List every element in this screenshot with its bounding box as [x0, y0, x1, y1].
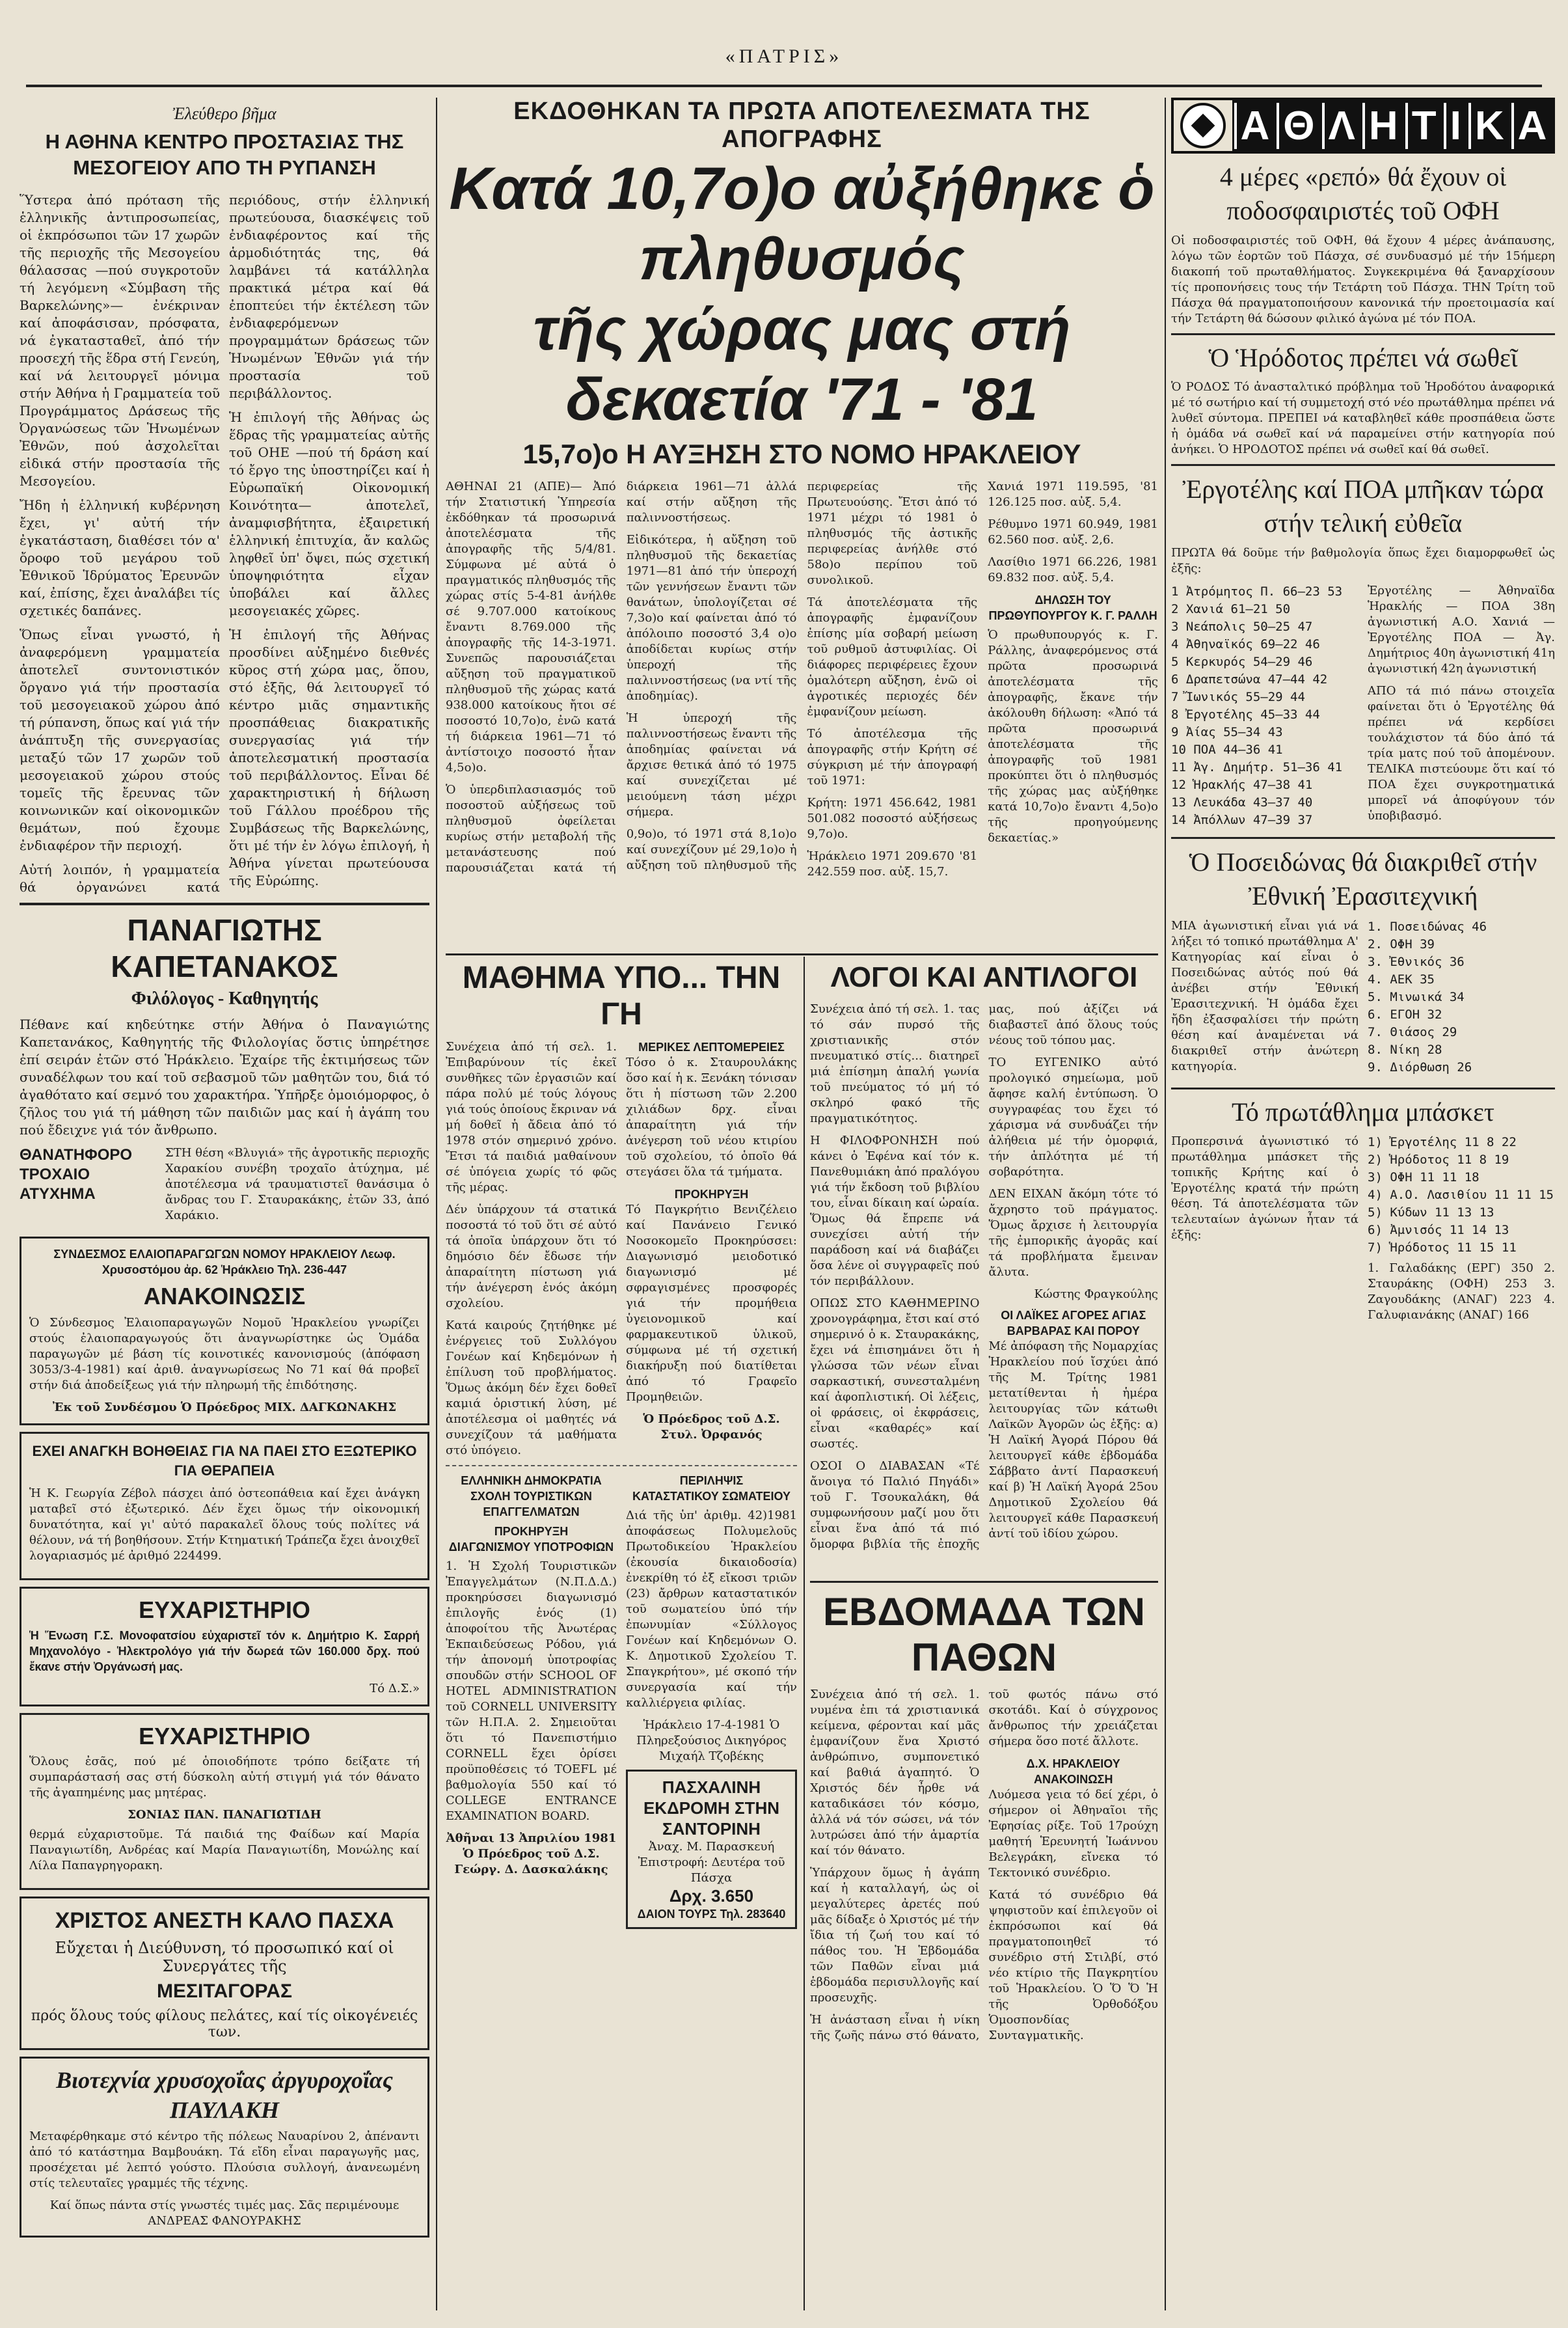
pos-row: 7. Θιάσος 29 [1368, 1025, 1457, 1039]
ministry-sub2: ΔΙΑΓΩΝΙΣΜΟΥ ΥΠΟΤΡΟΦΙΩΝ [448, 1541, 614, 1554]
accident-block [20, 1145, 429, 1230]
thanks1-title: ΕΥΧΑΡΙΣΤΗΡΙΟ [139, 1596, 310, 1623]
trip-org: ΔΑΙΟΝ ΤΟΥΡΣ Τηλ. 283640 [637, 1908, 786, 1921]
eleuthero-vima: Ἐλεύθερο βῆμα [172, 104, 277, 123]
pos-row: 4. ΑΕΚ 35 [1368, 972, 1435, 987]
sports-logo-letter: Λ [1322, 103, 1359, 149]
pos-row: 2. ΟΦΗ 39 [1368, 937, 1435, 952]
column-divider [1165, 98, 1166, 2310]
ergo-title: Ἐργοτέλης καί ΠΟΑ μπῆκαν τώρα στήν τελική εὐθεῖα [1182, 474, 1544, 538]
pos-row: 3. Ἐθνικός 36 [1368, 955, 1465, 969]
bb-row: 5) Κύδων 11 13 13 [1368, 1205, 1494, 1220]
ergo-text: ΠΡΩΤΑ θά δοῦμε τήν βαθμολογία ὅπως ἔχει διαμορφωθεῖ ὡς ἑξῆς: [1171, 546, 1555, 575]
section-rule [810, 1581, 1158, 1583]
logoi-paragraph: ΔΕΝ ΕΙΧΑΝ ἄκόμη τότε τό ἄχρηστο τοῦ πράγματος. Ὅμως ἄρχισε ἡ λειτουργία τῆς ἐμπορικῆς ἀγορᾶς καί τά προβλήματα ἔμειναν ἄλυτα. [988, 1187, 1158, 1279]
census-table-title: Τό ἀποτέλεσμα τῆς ἀπογραφῆς στήν Κρήτη σέ σύγκριση μέ τήν ἀπογραφή τοῦ 1971: [807, 727, 978, 787]
league-row: 6 Δραπετσώνα 47—44 42 [1171, 672, 1328, 687]
market-text: Μέ ἀπόφαση τῆς Νομαρχίας Ἡρακλείου πού ἴσχύει ἀπό τῆς Μ. Τρίτης 1981 μετατίθενται ἡ ἡμέρα λειτουργίας τῶν κάτωθι Λαϊκῶν Ἀγορῶν ὡς ἑξῆς: α) Ἡ Λαϊκή Ἀγορά Πόρου θά λειτουργεῖ κάθε ἐβδομάδα Σάββατο ἀντί Παρασκευή καί β) Ἡ Λαϊκή Ἀγορά 25ου Δημοτικοῦ Σχολείου θά λειτουργεῖ κάθε Παρασκευή ἀντί τοῦ ἰδίου χώρου. [988, 1339, 1158, 1541]
lower-ads [446, 1473, 797, 1929]
announcements-title: ΑΝΑΚΟΙΝΩΣΙΣ [143, 1283, 306, 1309]
pos-row: 5. Μινωικά 34 [1368, 990, 1465, 1004]
section-rule [1171, 1088, 1555, 1089]
football-icon [1180, 103, 1226, 148]
bb-row: 7) Ἡρόδοτος 11 15 11 [1368, 1240, 1517, 1255]
bb-row: 2) Ἡρόδοτος 11 8 19 [1368, 1153, 1509, 1167]
pos-title: Ὁ Ποσειδώνας θά διακριθεῖ στήν Ἐθνική Ἐρασιτεχνική [1189, 847, 1537, 911]
trip-price: Δρχ. 3.650 [669, 1886, 754, 1906]
middle-divider [804, 957, 805, 2310]
help-title: ΕΧΕΙ ΑΝΑΓΚΗ ΒΟΗΘΕΙΑΣ ΓΙΑ ΝΑ ΠΑΕΙ ΣΤΟ ΕΞΩΤΕΡΙΚΟ ΓΙΑ ΘΕΡΑΠΕΙΑ [32, 1443, 417, 1479]
help-box [20, 1432, 429, 1580]
league-table [1171, 583, 1358, 830]
olive-union-box [20, 1237, 429, 1425]
logoi-title: ΛΟΓΟΙ ΚΑΙ ΑΝΤΙΛΟΓΟΙ [830, 961, 1138, 993]
pos-table [1368, 918, 1555, 1081]
league-row: 9 Ἀίας 55—34 43 [1171, 725, 1283, 739]
census-table-row: Κρήτη: 1971 456.642, 1981 501.082 ποσοστό αὐξήσεως 9,7ο)ο. [807, 796, 978, 841]
fixtures [1368, 583, 1555, 830]
easter-box [20, 1897, 429, 2050]
ads-text: Τό Παγκρήτιο Βενιζέλειο καί Πανάνειο Γενικό Νοσοκομεῖο Προκηρύσσει: Διαγωνισμό μειοδοτικό διαγωνισμό μέ σφραγισμένες προσφορές γιά τήν προμήθεια ὑγειονομικοῦ καί φαρμακευτικοῦ ὑλικοῦ, σύμφωνα μέ τή σχετική διακήρυξη πού διατίθεται ἀπό τό Γραφεῖο Προμηθειῶν. [626, 1203, 797, 1404]
census-body [446, 479, 1158, 880]
easter-title: ΧΡΙΣΤΟΣ ΑΝΕΣΤΗ ΚΑΛΟ ΠΑΣΧΑ [55, 1908, 394, 1933]
census-subhead: 15,7ο)ο Η ΑΥΞΗΣΗ ΣΤΟ ΝΟΜΟ ΗΡΑΚΛΕΙΟΥ [522, 439, 1081, 469]
jewelry-text: Μεταφέρθηκαμε στό κέντρο τῆς πόλεως Ναυαρίνου 2, ἀπέναντι ἀπό τό κατάστημα Βαμβουάκη. Τά εἴδη εἶναι παραγωγῆς μας, προσέχεται μέ λεπτό γούστο. Πλούσια συλλογή, ἀνανεωμένη στίς τελευταῖες γραμμές τῆς τέχνης. [29, 2129, 420, 2190]
pos-row: 9. Διόρθωση 26 [1368, 1060, 1472, 1075]
ofi-title: 4 μέρες «ρεπό» θά ἔχουν οἱ ποδοσφαιριστές τοῦ ΟΦΗ [1219, 162, 1507, 225]
jewelry-box [20, 2057, 429, 2238]
mathima-section [446, 960, 797, 2310]
sports-section [1171, 98, 1555, 2310]
article1-paragraph: Ἡ ἐπιλογή τῆς Ἀθήνας προσδίνει αὐξημένο διεθνές κῦρος στή χώρα μας, ὅπου, στό ἑξῆς, θά λειτουργεῖ τό κέντρο μιᾶς σημαντικῆς προσπάθειας διακρατικῆς συνεργασίας γιά τήν ἀποτελεσματική προστασία τοῦ περιβάλλοντος. Εἶναι δέ χαρακτηριστική ἡ δήλωση τοῦ Γάλλου προέδρου τῆς Συμβάσεως τῆς Βαρκελώνης, ὅτι μέ τήν ἐν λόγω ἐπιλογή, ἡ Ἀθήνα γίνεται πρωτεύουσα τῆς Εὐρώπης. [229, 627, 429, 888]
section-rule [20, 903, 429, 905]
perilipsi-text: Διά τῆς ὑπ' ἀριθμ. 42)1981 ἀποφάσεως Πολυμελοῦς Πρωτοδικείου Ἡρακλείου (ἐκουσία δικαιοδοσία) ἐνεκρίθη τό ἐξ εἴκοσι τριῶν (23) ἄρθρων καταστατικόν τοῦ σωματείου ὑπό τήν ἐπωνυμίαν «Σύλλογος Γονέων καί Κηδεμόνων Ο. Κ. Δημοτικοῦ Σχολείου Τ. Σπαγκρήτου», μέ σκοπό τήν συνεργασία καί τήν καλλιέργεια φιλίας. [626, 1509, 797, 1710]
logoi-paragraph: ΟΣΟΙ Ο ΔΙΑΒΑΣΑΝ «Τέ ἄνοιγα τό Παλιό Πηγάδι» τοῦ Γ. Τσουκαλάκη, θά συμφωνήσουν μαζί μου ὅτι εἶναι ἕνα ἀπό τά πιό ὄμορφα βιβλία τῆς ἐποχῆς μας, πού ἀξίζει νά διαβαστεῖ ἀπό ὅλους τούς νέους τοῦ τόπου μας. [810, 1002, 1158, 1551]
ads-title: ΠΡΟΚΗΡΥΞΗ [674, 1188, 749, 1201]
pos-body [1171, 918, 1555, 1081]
league-row: 13 Λευκάδα 43—37 40 [1171, 795, 1313, 810]
easter-company: ΜΕΣΙΤΑΓΟΡΑΣ [157, 1980, 292, 2002]
ministry-sub: ΠΡΟΚΗΡΥΞΗ [494, 1525, 569, 1538]
mathima-body [446, 1039, 797, 1458]
article1-paragraph: Αὐτή λοιπόν, ἡ γραμματεία θά ὀργανώνει κατά περιόδους, στήν ἑλληνική πρωτεύουσα, διασκέψεις τοῦ ἐνδιαφέροντος καί τῆς ἁρμοδιότητάς της, θά λαμβάνει τά κατάλληλα πρακτικά μέτρα καί θά ἐποπτεύει τήν ἐκτέλεση τῶν ἐνδιαφερόμενων προγραμμάτων δράσεως τῶν Ἡνωμένων Ἐθνῶν γιά τήν προστασία τοῦ περιβάλλοντος. [20, 192, 429, 895]
bb-text: Προπερσινά ἀγωνιστικό τό πρωτάθλημα μπάσκετ τῆς τοπικῆς Κρήτης καί ὁ Ἐργοτέλης κρατά τήν πρώτη θέση. Τά ἀποτελέσματα τῶν τελευταίων ἀγώνων ἦταν τά ἑξῆς: [1171, 1134, 1358, 1242]
census-table-row: Χανιά 1971 119.595, '81 126.125 ποσ. αὐξ. 5,4. [988, 480, 1158, 509]
article1-paragraph: Ὅπως εἶναι γνωστό, ἡ ἀναφερόμενη γραμματεία ἀποτελεῖ συντονιστικόν ὄργανο γιά τήν προστασία τοῦ μεσογειακοῦ χώρου ἀπό τή ρύπανση, ὅπως καί γιά τήν ἀνάπτυξη τῆς συνεργασίας μεταξύ τῶν 17 χωρῶν τοῦ μεσογειακοῦ χώρου στούς τομεῖς τῆς ἔρευνας τῶν κοινωνικῶν καί οἰκονομικῶν θεμάτων, πού ἔχουμε ἐνδιαφέρον τῆν περιοχή. [20, 627, 220, 853]
herod-title: Ὁ Ἡρόδοτος πρέπει νά σωθεῖ [1208, 343, 1518, 372]
poa-text: ΑΠΟ τά πιό πάνω στοιχεῖα φαίνεται ὅτι ὁ Ἐργοτέλης θά πρέπει νά κερδίσει τουλάχιστον τά δύο ἀπό τά τρία ματς πού τοῦ ἀπομένουν. ΤΕΛΙΚΑ πιστεύουμε ὅτι καί τό ΠΟΑ ἔχει συγκροτηματικά μπορεῖ νά ἀποφύγουν τόν ὑποβιβασμό. [1368, 684, 1555, 823]
sports-logo-letter: Ι [1444, 103, 1465, 149]
ofi-text: Οἱ ποδοσφαιριστές τοῦ ΟΦΗ, θά ἔχουν 4 μέρες ἀνάπαυσης, λόγω τῶν ἑορτῶν τοῦ Πάσχα, σέ συνδυασμό μέ τήν 15ήμερη διακοπή τοῦ πρωταθλήματος. Συγκεκριμένα θά ξαναρχίσουν τίς προπονήσεις τους τήν Τετάρτη τοῦ Πάσχα. ΤΗΝ Τρίτη τοῦ Πάσχα θά πραγματοποιήσουν κανονικά τήν προετοιμασία καί τήν Τετάρτη θά δώσουν φιλικό ἀγώνα μέ τόν ΠΟΑ. [1171, 234, 1555, 325]
census-paragraph: Τά ἀποτελέσματα τῆς ἀπογραφῆς ἐμφανίζουν ἐπίσης μία σοβαρή μείωση τοῦ ρυθμοῦ ἀστυφιλίας. Οἱ διάφορες περιφέρειες ἔχουν ὁμαλότερη αὔξηση, ἐνῶ οἱ ἀγροτικές περιοχές δέν ἐμφανίζουν μείωση. [807, 596, 978, 719]
sports-logo-letter: Κ [1468, 103, 1508, 149]
thanks2-sign: ΣΟΝΙΑΣ ΠΑΝ. ΠΑΝΑΓΙΩΤΙΔΗ [128, 1808, 321, 1822]
logoi-body [810, 1002, 1158, 1574]
section-rule [1171, 333, 1555, 335]
league-row: 10 ΠΟΑ 44—36 41 [1171, 743, 1283, 757]
press-text: Ὁ πρωθυπουργός κ. Γ. Ράλλης, ἀναφερόμενος στά πρῶτα προσωρινά ἀποτελέσματα τῆς ἀπογραφῆς, ἔκανε τήν ἀκόλουθη δήλωση: «Ἀπό τά πρῶτα προσωρινά ἀποτελέσματα τῆς ἀπογραφῆς τοῦ 1981 προκύπτει ὅτι ὁ πληθυσμός τῆς χώρας μας αὐξήθηκε κατά 10,7ο)ο ἔναντι 4,5ο)ο τῆς προηγούμενης δεκαετίας.» [988, 628, 1158, 845]
census-headline1: Κατά 10,7ο)ο αὐξήθηκε ὁ πληθυσμός [449, 156, 1155, 292]
census-kicker: ΕΚΔΟΘΗΚΑΝ ΤΑ ΠΡΩΤΑ ΑΠΟΤΕΛΕΣΜΑΤΑ ΤΗΣ ΑΠΟΓΡΑΦΗΣ [513, 98, 1090, 153]
masthead-rule [26, 85, 1542, 87]
accident-text: ΣΤΗ θέση «Βλυγιά» τῆς ἀγροτικῆς περιοχῆς Χαρακίου συνέβη τροχαῖο ἀτύχημα, μέ ἀποτέλεσμα νά τραυματιστεῖ θανάσιμα ὁ ἄνδρας του Γ. Σταυρακάκης, ἐτῶν 33, ἀπό Χαράκιο. [165, 1146, 429, 1222]
trip-title: ΠΑΣΧΑΛΙΝΗ ΕΚΔΡΟΜΗ ΣΤΗΝ ΣΑΝΤΟΡΙΝΗ [643, 1777, 780, 1839]
article1-paragraph: Ὕστερα ἀπό πρόταση τῆς ἑλληνικῆς ἀντιπροσωπείας, οἱ ἐκπρόσωποι τῶν 17 χωρῶν τῆς περιοχῆς τῆς Μεσογείου θάλασσας —πού συγκροτοῦν τή λεγόμενη «Σύμβαση τῆς Βαρκελώνης»— ἐνέκριναν καί ἀποφάσισαν, πρόσφατα, νά ἐγκατασταθεῖ, ἀπό τήν προσεχή τῆς ἕδρα στή Γενεύη, καί νά λειτουργεῖ μόνιμα στήν Ἀθήνα ἡ Γραμματεία τοῦ Προγράμματος Δράσεως τῆς Ὀργανώσεως τῶν Ἡνωμένων Ἐθνῶν, πού ἀσχολεῖται εἰδικά στήν προστασία τῆς Μεσογείου. [20, 192, 220, 489]
ministry-text: 1. Ἡ Σχολή Τουριστικῶν Ἐπαγγελμάτων (Ν.Π.Δ.Δ.) προκηρύσσει διαγωνισμό ἐπιλογῆς ἑνός (1) ἀποφοίτου τῆς Ἀνωτέρας Ἐκπαιδεύσεως Ρόδου, γιά τήν ἀπονομή ὑποτροφίας σπουδῶν στήν SCHOOL OF HOTEL ADMINISTRATION τοῦ CORNELL UNIVERSITY τῶν Η.Π.Α. 2. Σημειοῦται ὅτι τό Πανεπιστήμιο CORNELL ἔχει ὁρίσει προϋποθέσεις τό TOEFL μέ βαθμολογία 550 καί τό COLLEGE ENTRANCE EXAMINATION BOARD. [446, 1559, 617, 1823]
trip-text: Ἀναχ. Μ. Παρασκευή Ἐπιστροφή: Δευτέρα τοῦ Πάσχα [638, 1840, 785, 1885]
league-row: 8 Ἐργοτέλης 45—33 44 [1171, 707, 1320, 722]
dx-text2: Κατά τό συνέδριο θά ψηφιστοῦν καί ἐπιλεγοῦν οἱ ἐκπρόσωποι καί θά πραγματοποιηθεῖ τό συνέδριο στή Στιλβί, στό νέο κτίριο τῆς Παγκρητίου τοῦ Ἡρακλείου. Ὁ Ὅ Ὅ Ἡ τῆς Ὀρθοδόξου Ὁμοσπονδίας Συνταγματικῆς. [988, 1888, 1158, 2042]
jewelry-title: Βιοτεχνία χρυσοχοΐας ἀργυροχοΐας ΠΑΥΛΑΚΗ [56, 2067, 393, 2123]
press-sign: ΔΗΛΩΣΗ ΤΟΥ ΠΡΩΘΥΠΟΥΡΓΟΥ Κ. Γ. ΡΑΛΛΗ [988, 594, 1157, 622]
kapetanakos-name: ΠΑΝΑΓΙΩΤΗΣ ΚΑΠΕΤΑΝΑΚΟΣ [111, 913, 338, 983]
census-table-row: Ρέθυμνο 1971 60.949, 1981 62.560 ποσ. αὐξ. 2,6. [988, 517, 1158, 547]
pathon-paragraph: Ὑπάρχουν ὅμως ἡ ἀγάπη καί ἡ καταλλαγή, ὡς οἱ μεγαλύτερες ἀρετές πού μᾶς δίδαξε ὁ Χριστός μέ τήν ἴδια τή ζωή του καί τό πάθος του. Ἡ Ἑβδομάδα τῶν Παθῶν εἶναι μιά ἑβδομάδα περισυλλογῆς καί προσευχῆς. [810, 1866, 980, 2005]
census-section [446, 98, 1158, 950]
thanks1-box [20, 1587, 429, 1706]
bb-row: 4) Α.Ο. Λασιθίου 11 11 15 [1368, 1188, 1554, 1202]
sports-logo [1171, 98, 1555, 154]
league-row: 3 Νεάπολις 50—25 47 [1171, 620, 1313, 634]
mathima-paragraph: Κατά καιρούς ζητήθηκε μέ ἐνέργειες τοῦ Συλλόγου Γονέων καί Κηδεμόνων ἡ ἐπίλυση τοῦ προβλήματος. Ὅμως ἀκόμη δέν ἔχει δοθεῖ καμιά ὁριστική λύση, μέ ἀποτέλεσμα οἱ μαθητές νά συνεχίζουν τά μαθήματα στό ὑπόγειο. [446, 1319, 617, 1457]
article1-paragraph: Ἤδη ἡ ἑλληνική κυβέρνηση ἔχει, γι' αὐτή τήν ἐγκατάσταση, διαθέσει τόν α' ὄροφο τοῦ μεγάρου τοῦ Ἐθνικοῦ Ἱδρύματος Ἐρευνῶν καί, ἐπίσης, ἔχει ἀναλάβει τίς σχετικές δαπάνες. [20, 497, 220, 618]
perilipsi-sub: ΚΑΤΑΣΤΑΤΙΚΟΥ ΣΩΜΑΤΕΙΟΥ [632, 1490, 791, 1503]
section-rule [1171, 837, 1555, 839]
logoi-paragraph: Η ΦΙΛΟΦΡΟΝΗΣΗ πού κάνει ὁ Ἑφένα καί τόν κ. Πανεθυμιάκη ἀπό πραλόγου γιά τήν ἔκδοση τοῦ βιβλίου του, εἶναι δίκαιη καί ὡραία. Ὅμως θά ἔπρεπε νά συνεχίσει αὐτή τήν παράδοση καί νά διαβάζει ὅσα λένε οἱ συγγραφεῖς πού τόν περιβάλλουν. [810, 1134, 980, 1288]
ads-sign: Ὁ Πρόεδρος τοῦ Δ.Σ. Στυλ. Ὀρφανός [643, 1412, 780, 1442]
bb-table [1368, 1134, 1555, 1330]
pos-text: ΜΙΑ ἀγωνιστική εἶναι γιά νά λήξει τό τοπικό πρωτάθλημα Α' Κατηγορίας καί εἶναι ὁ Ποσειδώνας αὐτός πού θά ἀνέβει στήν Ἐθνική Ἐρασιτεχνική. Ἡ ὁμάδα ἔχει ἤδη ἐξασφαλίσει τήν πρώτη θέση καί ἀναμένεται νά διακριθεῖ στήν ἀνώτερη κατηγορία. [1171, 919, 1358, 1073]
section-rule [1171, 464, 1555, 466]
article1-title: Η ΑΘΗΝΑ ΚΕΝΤΡΟ ΠΡΟΣΤΑΣΙΑΣ ΤΗΣ ΜΕΣΟΓΕΙΟΥ ΑΠΟ ΤΗ ΡΥΠΑΝΣΗ [45, 130, 404, 179]
ministry-sign: Ἀθῆναι 13 Ἀπριλίου 1981 Ὁ Πρόεδρος τοῦ Δ.Σ. Γεώργ. Δ. Δασκαλάκης [446, 1831, 617, 1876]
dx-sub: ΑΝΑΚΟΙΝΩΣΗ [1034, 1773, 1113, 1786]
bb-scorers: 1. Γαλαδάκης (ΕΡΓ) 350 2. Σταυράκης (ΟΦΗ) 253 3. Ζαγουδάκης (ΑΝΑΓ) 223 4. Γαλυφιανάκης (ΑΝΑΓ) 166 [1368, 1261, 1555, 1322]
census-table-row: Ἡράκλειο 1971 209.670 '81 242.559 ποσ. αὐξ. 15,7. [807, 849, 978, 879]
ministry-title: ΕΛΛΗΝΙΚΗ ΔΗΜΟΚΡΑΤΙΑ ΣΧΟΛΗ ΤΟΥΡΙΣΤΙΚΩΝ ΕΠΑΓΓΕΛΜΑΤΩΝ [461, 1474, 602, 1518]
column-divider [436, 98, 437, 2310]
pathon-body [810, 1687, 1158, 2047]
sports-logo-letter: Α [1511, 103, 1551, 149]
misc-title: ΜΕΡΙΚΕΣ ΛΕΠΤΟΜΕΡΕΙΕΣ [638, 1041, 785, 1054]
announcements-text: Ὁ Σύνδεσμος Ἐλαιοπαραγωγῶν Νομοῦ Ἡρακλείου γνωρίζει στούς ἐλαιοπαραγωγούς ὅτι ἀναγνωρίστηκε ὡς Ὁμάδα παραγωγῶν μέ βάση τίς κοινοτικές κανονισμούς (ἀπόφαση 3053/3-4-1981) καί ἀριθ. ἀναγνωρίσεως Νο 71 καί θά προβεῖ στήν διά ἀποδείξεως γιά τήν πληρωμή τῆς ἐπιδότησης. [29, 1316, 420, 1392]
logoi-paragraph: ΤΟ ΕΥΓΕΝΙΚΟ αὐτό προλογικό σημείωμα, μοῦ ἄφησε καλή ἐντύπωση. Ὁ συγγραφέας του ἔχει τό χάρισμα νά συνδυάζει τήν ἀλήθεια μέ τήν ὀμορφιά, τήν ἁπλότητα μέ τή σοβαρότητα. [988, 1056, 1158, 1179]
census-paragraph: ΑΘΗΝΑΙ 21 (ΑΠΕ)— Ἀπό τήν Στατιστική Ὑπηρεσία ἐκδόθηκαν τά προσωρινά ἀποτελέσματα τῆς ἀπογραφῆς τῆς 5/4/81. Σύμφωνα μέ αὐτά ὁ πραγματικός πληθυσμός τῆς χώρας στίς 5-4-81 ἀνήλθε σέ 9.707.000 κατοίκους ἔναντι 8.769.000 τῆς ἀπογραφῆς τῆς 14-3-1971. Συνεπῶς παρουσιάζεται αὔξηση τοῦ πραγματικοῦ πληθυσμοῦ τῆς χώρας κατά 938.000 κατοίκους ἤτοι σέ ποσοστό 10,7ο)ο, ἐνῶ κατά τή διάρκεια 1961—71 τό ἀντίστοιχο ποσοστό ἦταν 4,5ο)ο. [446, 480, 616, 774]
league-row: 12 Ἡρακλής 47—38 41 [1171, 778, 1313, 792]
thanks2-title: ΕΥΧΑΡΙΣΤΗΡΙΟ [139, 1723, 310, 1749]
masthead: «ΠΑΤΡΙΣ» [725, 46, 843, 67]
market-title: ΟΙ ΛΑΪΚΕΣ ΑΓΟΡΕΣ ΑΓΙΑΣ ΒΑΡΒΑΡΑΣ ΚΑΙ ΠΟΡΟΥ [1001, 1309, 1146, 1337]
kapetanakos-text: Πέθανε καί κηδεύτηκε στήν Ἀθήνα ὁ Παναγιώτης Καπετανάκος, Καθηγητής τῆς Φιλολογίας ὅστις ὑπηρέτησε ἐπί σειράν ἐτῶν στό Ἡράκλειο. Ἐχαίρε τῆς ἐκτιμήσεως τῶν συναδέλφων του καί τοῦ σεβασμοῦ τῶν μαθητῶν του, διά τό ἀγαθότατο καί σεμνό του χαρακτήρα. Ὑπῆρξε ὁμοιόμορφος, ὁ ζῆλος του γιά τή μάθηση τῶν παιδιῶν μας καί ἡ ἀγάπη του πού ἔδειχνε γιά τόν ἄνθρωπο. [20, 1017, 429, 1138]
union-header: ΣΥΝΔΕΣΜΟΣ ΕΛΑΙΟΠΑΡΑΓΩΓΩΝ ΝΟΜΟΥ ΗΡΑΚΛΕΙΟΥ Λεωφ. Χρυσοστόμου ἀρ. 62 Ἡράκλειο Τηλ. 236-447 [53, 1248, 396, 1276]
bb-row: 1) Ἐργοτέλης 11 8 22 [1368, 1135, 1517, 1149]
sports-logo-letter: Η [1362, 103, 1402, 149]
mathima-title: ΜΑΘΗΜΑ ΥΠΟ... ΤΗΝ ΓΗ [462, 961, 781, 1032]
mathima-paragraph: Συνέχεια ἀπό τή σελ. 1. Ἐπιβαρύνουν τίς ἐκεῖ συνθῆκες τῶν ἐργασιῶν καί πάρα πολύ μέ τούς λόγους γιά τούς ὁποίους ἔκριναν νά μή δοθεῖ ἡ ἄδεια ἀπό τό 1978 στόν σημερινό χρόνο. Ἔτσι τά παιδιά μαθαίνουν σέ ὑπόγεια χωρίς τό φῶς τῆς μέρας. [446, 1040, 617, 1194]
divider [446, 1465, 797, 1466]
logoi-section [810, 960, 1158, 2310]
census-paragraph: Ὁ ὑπερδιπλασιασμός τοῦ ποσοστοῦ αὐξήσεως τοῦ πληθυσμοῦ ὀφείλεται κυρίως στήν μεταβολή τῆς μετανάστευσης πού παρουσιάζεται κατά τή διάρκεια 1961—71 ἀλλά καί στήν αὔξηση τῆς παλιννοστήσεως. [446, 480, 797, 875]
census-table-row: Λασίθιο 1971 66.226, 1981 69.832 ποσ. αὐξ. 5,4. [988, 555, 1158, 584]
league-row: 2 Χανιά 61—21 50 [1171, 602, 1291, 616]
pathon-paragraph: Συνέχεια ἀπό τή σελ. 1. νυμένα ἐπι τά χριστιανικά κείμενα, φέρονται καί μᾶς ἐμφανίζουν ἕνα Χριστό ἀνθρώπινο, συμπονετικό καί βαθιά ἀγαπητό. Ὁ Χριστός δέν ἦρθε νά καταδικάσει τόν κόσμο, ἀλλά νά τόν σώσει, νά τόν λυτρώσει ἀπό τήν ἁμαρτία καί τόν θάνατο. [810, 1688, 980, 1857]
bb-title: Τό πρωτάθλημα μπάσκετ [1232, 1097, 1494, 1127]
kapetanakos-title: Φιλόλογος - Καθηγητής [131, 989, 318, 1009]
sports-logo-word [1232, 100, 1552, 151]
league-row: 4 Ἀθηναϊκός 69—22 46 [1171, 637, 1320, 651]
bb-row: 3) ΟΦΗ 11 11 18 [1368, 1170, 1480, 1185]
mathima-paragraph: Δέν ὑπάρχουν τά στατικά ποσοστά τό τοῦ ὅτι σέ αὐτό τά ὁποῖα ὑπάρχουν ὅτι τό δημόσιο δέν ἔδωσε τήν ἀπαραίτητη πίστωση γιά τήν ἀνέγερση ἑνός ἀκόμη σχολείου. [446, 1203, 617, 1310]
thanks1-text: Ἡ Ἕνωση Γ.Σ. Μονοφατσίου εὐχαριστεῖ τόν κ. Δημήτριο Κ. Σαρρή Μηχανολόγο - Ἡλεκτρολόγο γιά τήν δωρεά τῶν 160.000 δρχ. πού ἔκανε στήν Ὀργάνωσή μας. [29, 1629, 420, 1673]
league-row: 5 Κερκυρός 54—29 46 [1171, 655, 1313, 669]
pathon-title: ΕΒΔΟΜΑΔΑ ΤΩΝ ΠΑΘΩΝ [823, 1590, 1145, 1679]
pathon-paragraph: Ἡ ἀνάσταση εἶναι ἡ νίκη τῆς ζωῆς πάνω στό θάνατο, τοῦ φωτός πάνω στό σκοτάδι. Καί ὁ σύγχρονος ἄνθρωπος τήν χρειάζεται σήμερα ὅσο ποτέ ἄλλοτε. [810, 1688, 1158, 2042]
bb-row: 6) Ἀμνισός 11 14 13 [1368, 1223, 1509, 1237]
league-row: 11 Ἀγ. Δημήτρ. 51—36 41 [1171, 760, 1343, 774]
help-text: Ἡ Κ. Γεωργία Ζέβολ πάσχει ἀπό ὀστεοπάθεια καί ἔχει ἀνάγκη ματαβεῖ στό ἐξωτερικό. Δέν ἔχει ὅμως τήν οἰκονομική δυνατότητα, καί γι' αὐτό παρακαλεῖ ὅλους τούς πολίτες νά θέλουν, νά τή βοηθήσουν. Στήν Κτηματική Τράπεζα ἔχει ἀνοιχθεῖ λογαριασμός μέ ἀριθμό 224499. [29, 1486, 420, 1563]
announcements-sign: Ἐκ τοῦ Συνδέσμου Ὁ Πρόεδρος ΜΙΧ. ΔΑΓΚΩΝΑΚΗΣ [52, 1401, 397, 1414]
article1-body [20, 191, 429, 896]
herod-text: Ὁ ΡΟΔΟΣ Τό ἀνασταλτικό πρόβλημα τοῦ Ἡροδότου ἀναφορικά μέ τό σωτήριο καί τή συμμετοχή στό νέο πρωτάθλημα πρέπει νά λυθεῖ σύντομα. ΠΡΕΠΕΙ νά καταβληθεῖ κάθε προσπάθεια ὥστε ἡ ὁμάδα νά σωθεῖ καί νά παραμείνει στήν κατηγορία πού ἀνήκει. Ὁ ΗΡΟΔΟΤΟΣ πρέπει νά σωθεῖ καί θά σωθεῖ. [1171, 380, 1555, 456]
thanks1-sign: Τό Δ.Σ.» [370, 1682, 420, 1695]
league-row: 1 Ἀτρόμητος Π. 66—23 53 [1171, 584, 1343, 599]
sports-logo-letter: Τ [1405, 103, 1440, 149]
dx-text: Λυόμεσα γεια τό δεί χέρι, ὁ σήμερον οἱ Ἀθηναῖοι τῆς Ἐφησίας ρίξε. Τοῦ 17ρούχη μαθητή Ἑρευνητή Ἰωάννου Βελεγράκη, εἴνεκα τό Τεκτονικό συνέδριο. [988, 1788, 1158, 1880]
sports-logo-letter: Θ [1277, 103, 1318, 149]
easter-text2: πρός ὅλους τούς φίλους πελάτες, καί τίς οἰκογένειές των. [31, 2008, 418, 2040]
bb-body [1171, 1134, 1555, 1330]
pos-row: 8. Νίκη 28 [1368, 1043, 1442, 1057]
census-headline2: τῆς χώρας μας στή δεκαετία '71 - '81 [533, 296, 1071, 433]
census-paragraph: Εἰδικότερα, ἡ αὔξηση τοῦ πληθυσμοῦ τῆς δεκαετίας 1971—81 ἀπό τήν ὑπεροχή τῶν γεννήσεων ἔναντι τῶν θανάτων, ὑπολογίζεται σέ 7,3ο)ο καί φαίνεται ἀπό τό ἀπόλοιπο ποσοστό 3,4 ο)ο ἀποδίδεται κυρίως στήν ὑπεροχή τῆς παλιννοστήσεως (να ντί τῆς ἀποδημίας). [626, 533, 797, 703]
thanks2-text: Ὅλους ἐσᾶς, πού μέ ὁποιοδήποτε τρόπο δείξατε τή συμπαράστασή σας στή δύσκολη αὐτή στιγμή γιά τόν θάνατο τῆς ἀγαπημένης μας μητέρας. [29, 1755, 420, 1800]
article1-paragraph: Ἡ ἐπιλογή τῆς Ἀθήνας ὡς ἕδρας τῆς γραμματείας αὐτῆς τοῦ ΟΗΕ —πού τή δράση καί τό ἔργο της ὑποστηρίζει καί ἡ Εὐρωπαϊκή Οἰκονομική Κοινότητα— ἀποτελεῖ, ἀναμφισβήτητα, ἐξαιρετική ἑλληνική ἐπιτυχία, ἄν καλῶς ληφθεῖ ὑπ' ὄψει, πώς σχετική ὑποψηφιότητα εἶχαν ὑποβάλει καί ἄλλες μεσογειακές χῶρες. [229, 409, 429, 618]
league-row: 14 Ἀπόλλων 47—39 37 [1171, 813, 1313, 827]
column-left [20, 98, 429, 2310]
jewelry-sign: Καί ὅπως πάντα στίς γνωστές τιμές μας. Σᾶς περιμένουμε ΑΝΔΡΕΑΣ ΦΑΝΟΥΡΑΚΗΣ [49, 2198, 399, 2228]
ergo-tables [1171, 583, 1555, 830]
thanks2-text2: θερμά εὐχαριστοῦμε. Τά παιδιά της Φαίδων καί Μαρία Παναγιωτίδη, Ανδρέας καί Μαρία Παναγιωτίδη, Μονώλης καί Λίλα Παπαγρηγορακη. [29, 1828, 420, 1872]
pos-row: 1. Ποσειδώνας 46 [1368, 920, 1487, 934]
census-bottom-rule [446, 953, 1158, 955]
easter-text: Εὔχεται ἡ Διεύθυνση, τό προσωπικό καί οἱ Συνεργάτες τῆς [55, 1939, 394, 1975]
thanks2-box [20, 1713, 429, 1890]
ministry-notice [446, 1473, 617, 1929]
census-paragraph: Ἡ ὑπεροχή τῆς παλιννοστήσεως ἔναντι τῆς ἀποδημίας φαίνεται νά ἄρχισε θετικά ἀπό τό 1975 καί συνεχίζεται μέ μειούμενη τάση μέχρι σήμερα. [626, 711, 797, 819]
perilipsi-title: ΠΕΡΙΛΗΨΙΣ [679, 1474, 744, 1487]
census-paragraph: 0,9ο)ο, τό 1971 στά 8,1ο)ο καί συνεχίζουν μέ 29,1ο)ο ἡ αὔξηση τοῦ πληθυσμοῦ τῆς περιφερείας τῆς Πρωτευούσης. Ἔτσι ἀπό τό 1971 μέχρι τό 1981 ὁ πληθυσμός τῆς ἀστικῆς περιφερείας ἀνήλθε στό 58ο)ο περίπου τοῦ συνολικοῦ. [626, 480, 978, 872]
logoi-paragraph: Συνέχεια ἀπό τή σελ. 1. τας τό σάν πυρσό τῆς χριστιανικῆς στόν πνευματικό στίς... διατηρεῖ μιά ἐπίσημη ἀπαλή γωνία τοῦ πνεύματος τό μή τό σκληρό φακό τῆς πραγματικότητος. [810, 1002, 980, 1125]
perilipsi-sign: Ἡράκλειο 17-4-1981 Ὁ Πληρεξούσιος Δικηγόρος Μιχαήλ Τζοβέκης [636, 1718, 787, 1763]
trip-box [626, 1770, 797, 1929]
perilipsi-notice [626, 1473, 797, 1929]
league-row: 7 Ἴωνικός 55—29 44 [1171, 690, 1305, 704]
sports-logo-letter: Α [1234, 103, 1274, 149]
dx-title: Δ.Χ. ΗΡΑΚΛΕΙΟΥ [1026, 1757, 1120, 1770]
misc-text: Τόσο ὁ κ. Σταυρουλάκης ὅσο καί ἡ κ. Ξενάκη τόνισαν ὅτι ἡ πίστωση τῶν 2.200 χιλιάδων δρχ. εἶναι ἀπαραίτητη γιά τήν ἀνέγερση τοῦ νέου κτιρίου τοῦ σχολείου, τό ὁποῖο θά στεγάσει ὅλα τά τμήματα. [626, 1056, 797, 1179]
pos-row: 6. ΕΓΟΗ 32 [1368, 1007, 1442, 1022]
fixtures-text: Ἐργοτέλης — Ἀθηναϊδα Ἡρακλής — ΠΟΑ 38η ἀγωνιστική Α.Ο. Χανιά — Ἐργοτέλης ΠΟΑ — Ἀγ. Δημήτριος 40η ἀγωνιστική 41η ἀγωνιστική 42η ἀγωνιστική [1368, 584, 1555, 676]
accident-title: ΘΑΝΑΤΗΦΟΡΟ ΤΡΟΧΑΙΟ ΑΤΥΧΗΜΑ [20, 1146, 133, 1203]
logoi-sign: Κώστης Φραγκούλης [1034, 1287, 1158, 1301]
logoi-paragraph: ΟΠΩΣ ΣΤΟ ΚΑΘΗΜΕΡΙΝΟ χρονογράφημα, ἔτσι καί στό σημερινό ὁ κ. Σταυρακάκης, ἔχει νά ἐπισημάνει ὅτι ἡ γλώσσα τῶν νέων εἶναι σαρκαστική, συνεσταλμένη καί ἀφοπλιστική. Οἱ λέξεις, οἱ φράσεις, οἱ ἐκφράσεις, εἶναι «καθαρές» καί σωστές. [810, 1296, 980, 1451]
